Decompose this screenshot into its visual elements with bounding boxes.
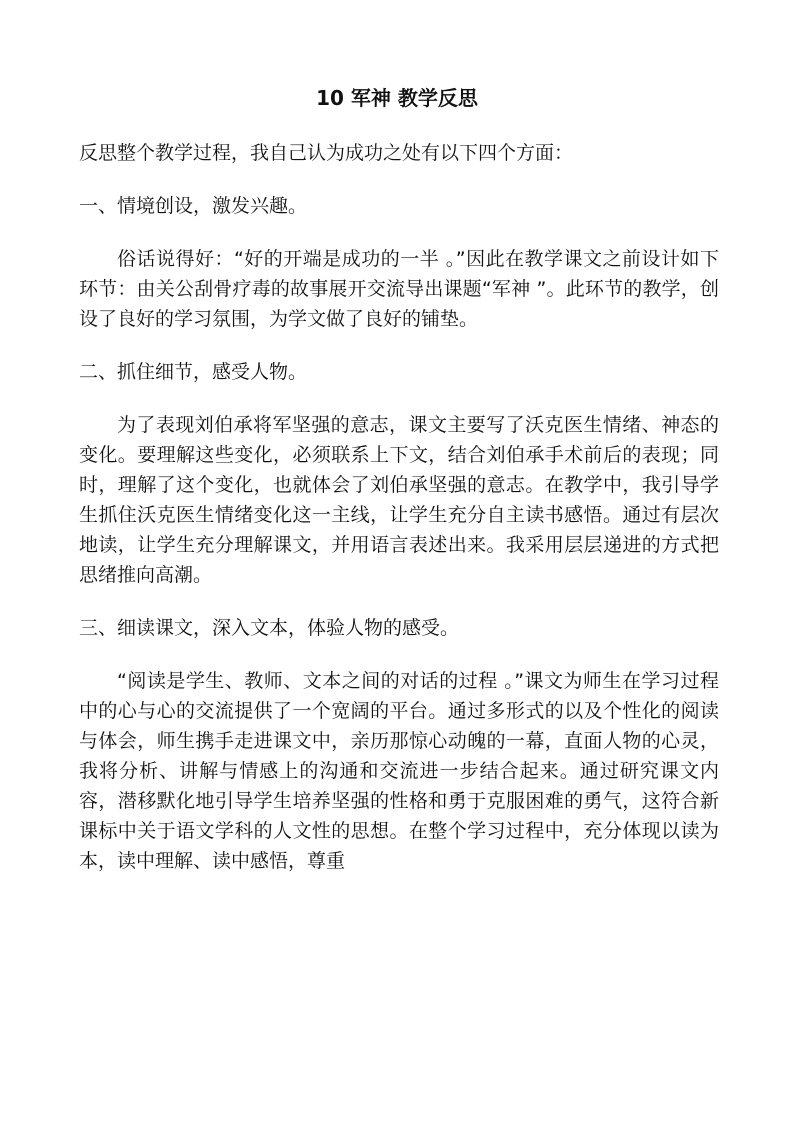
document-body [79, 138, 719, 899]
section-3-heading: 三、细读课文，深入文本，体验人物的感受。 [79, 617, 460, 639]
intro-paragraph: 反思整个教学过程，我自己认为成功之处有以下四个方面： [79, 142, 574, 164]
document-title: 10 军神 教学反思 [316, 86, 478, 110]
section-1-heading: 一、情境创设，激发兴趣。 [79, 195, 308, 217]
section-1-paragraph: 俗话说得好：“好的开端是成功的一半 。”因此在教学课文之前设计如下环节：由关公刮骨疗毒的故事展开交流导出课题“军神 ”。此环节的教学，创设了良好的学习氛围，为学文做了良好的铺垫。 [79, 248, 719, 330]
section-2-paragraph: 为了表现刘伯承将军坚强的意志，课文主要写了沃克医生情绪、神态的变化。要理解这些变化，必须联系上下文，结合刘伯承手术前后的表现；同时，理解了这个变化，也就体会了刘伯承坚强的意志。在教学中，我引导学生抓住沃克医生情绪变化这一主线，让学生充分自主读书感悟。通过有层次地读，让学生充分理解课文，并用语言表述出来。我采用层层递进的方式把思绪推向高潮。 [79, 414, 719, 586]
section-3-paragraph: “阅读是学生、教师、文本之间的对话的过程 。”课文为师生在学习过程中的心与心的交流提供了一个宽阔的平台。通过多形式的以及个性化的阅读与体会，师生携手走进课文中，亲历那惊心动魄的一幕，直面人物的心灵，我将分析、讲解与情感上的沟通和交流进一步结合起来。通过研究课文内容，潜移默化地引导学生培养坚强的性格和勇于克服困难的勇气，这符合新课标中关于语文学科的人文性的思想。在整个学习过程中，充分体现以读为本，读中理解、读中感悟，尊重 [79, 670, 719, 872]
section-2-heading: 二、抓住细节，感受人物。 [79, 361, 308, 383]
